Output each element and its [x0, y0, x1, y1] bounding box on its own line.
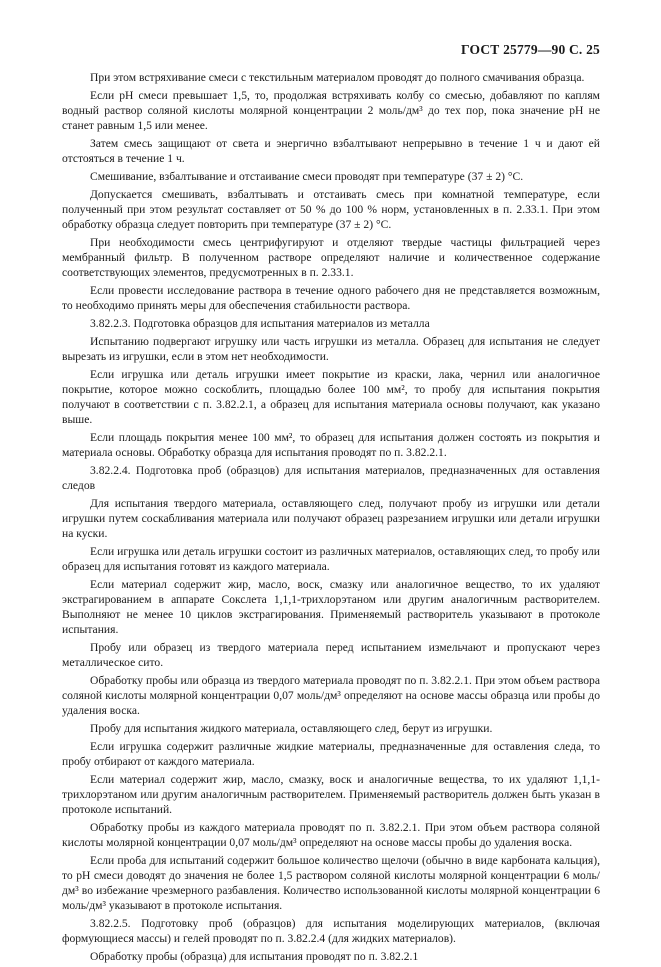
paragraph: Для испытания твердого материала, оставляющего след, получают пробу из игрушки или детали игрушки путем соскабливания материала или получают образец разрезанием игрушки или детали игрушки на куски. — [62, 496, 600, 540]
paragraph: При этом встряхивание смеси с текстильным материалом проводят до полного смачивания образца. — [90, 71, 585, 84]
paragraph: Если рН смеси превышает 1,5, то, продолжая встряхивать колбу со смесью, добавляют по каплям водный раствор соляной кислоты молярной концентрации 2 моль/дм³ до тех пор, пока значение рН не станет равным 1,5 или менее. — [62, 88, 600, 133]
paragraph: При необходимости смесь центрифугируют и отделяют твердые частицы фильтрацией через мембранный фильтр. В полученном растворе определяют наличие и количественное содержание соответствующих элементов, предусмотренных в п. 2.33.1. — [62, 235, 600, 280]
paragraph: Если материал содержит жир, масло, воск, смазку или аналогичное вещество, то их удаляют экстрагированием в аппарате Сокслета 1,1,1-трихлорэтаном или другим аналогичным растворителем. Выполняют не менее 10 циклов экстрагирования. Применяемый растворитель указывают в протоколе испытания. — [62, 577, 600, 637]
paragraph: Если провести исследование раствора в течение одного рабочего дня не представляется возможным, то необходимо принять меры для обеспечения стабильности раствора. — [62, 283, 600, 312]
paragraph: Испытанию подвергают игрушку или часть игрушки из металла. Образец для испытания не следует вырезать из игрушки, если в этом нет необходимости. — [62, 334, 600, 363]
section-heading: 3.82.2.4. Подготовка проб (образцов) для испытания материалов, предназначенных для оставления следов — [62, 463, 600, 492]
paragraph: Затем смесь защищают от света и энергично взбалтывают непрерывно в течение 1 ч и дают ей отстояться в течение 1 ч. — [62, 136, 600, 166]
paragraph: Обработку пробы (образца) для испытания проводят по п. 3.82.2.1 — [90, 950, 419, 964]
paragraph: Если площадь покрытия менее 100 мм², то образец для испытания должен состоять из покрытия и материала основы. Обработку образца для испытания проводят по п. 3.82.2.1. — [62, 430, 600, 459]
section-heading: 3.82.2.3. Подготовка образцов для испытания материалов из металла — [90, 316, 430, 330]
section-heading: 3.82.2.5. Подготовку проб (образцов) для испытания моделирующих материалов, (включая формующиеся массы) и гелей проводят по п. 3.82.2.4 (для жидких материалов). — [62, 917, 600, 946]
paragraph: Смешивание, взбалтывание и отстаивание смеси проводят при температуре (37 ± 2) °С. — [90, 169, 524, 183]
paragraph: Пробу или образец из твердого материала перед испытанием измельчают и пропускают через металлическое сито. — [62, 641, 600, 670]
paragraph: Если игрушка или деталь игрушки имеет покрытие из краски, лака, чернил или аналогичное покрытие, которое можно соскоблить, площадью более 100 мм², то пробу для испытания покрытия получают в соответствии с п. 3.82.2.1, а образец для испытания материала основы получают, как указано выше. — [62, 367, 600, 426]
paragraph: Если материал содержит жир, масло, смазку, воск и аналогичные вещества, то их удаляют 1,1,1-трихлорэтаном или другим аналогичным растворителем. Применяемый растворитель должен быть указан в протоколе испытаний. — [62, 772, 600, 817]
paragraph: Если проба для испытаний содержит большое количество щелочи (обычно в виде карбоната кальция), то рН смеси доводят до значения не более 1,5 раствором соляной кислоты молярной концентрации 6 моль/дм³ во избежание чрезмерного разбавления. Количество использованной кислоты молярной концентрации 6 моль/дм³ указывают в протоколе испытания. — [62, 853, 600, 913]
document-body — [62, 70, 600, 967]
paragraph: Пробу для испытания жидкого материала, оставляющего след, берут из игрушки. — [90, 722, 493, 736]
paragraph: Если игрушка или деталь игрушки состоит из различных материалов, оставляющих след, то пробу или образец для испытания готовят из каждого материала. — [62, 544, 600, 573]
paragraph: Если игрушка содержит различные жидкие материалы, предназначенные для оставления следа, то пробу отбирают от каждого материала. — [62, 739, 600, 768]
paragraph: Допускается смешивать, взбалтывать и отстаивать смесь при комнатной температуре, если полученный при этом результат составляет от 50 % до 100 % норм, установленных в п. 2.33.1. При этом обработку образца следует повторить при температуре (37 ± 2) °С. — [62, 187, 600, 231]
paragraph: Обработку пробы или образца из твердого материала проводят по п. 3.82.2.1. При этом объем раствора соляной кислоты молярной концентрации 0,07 моль/дм³ определяют на основе массы образца или пробы до удаления воска. — [62, 673, 600, 718]
paragraph: Обработку пробы из каждого материала проводят по п. 3.82.2.1. При этом объем раствора соляной кислоты молярной концентрации 0,07 моль/дм³ определяют на основе массы пробы до удаления воска. — [62, 820, 600, 850]
page-header: ГОСТ 25779—90 С. 25 — [461, 42, 600, 57]
